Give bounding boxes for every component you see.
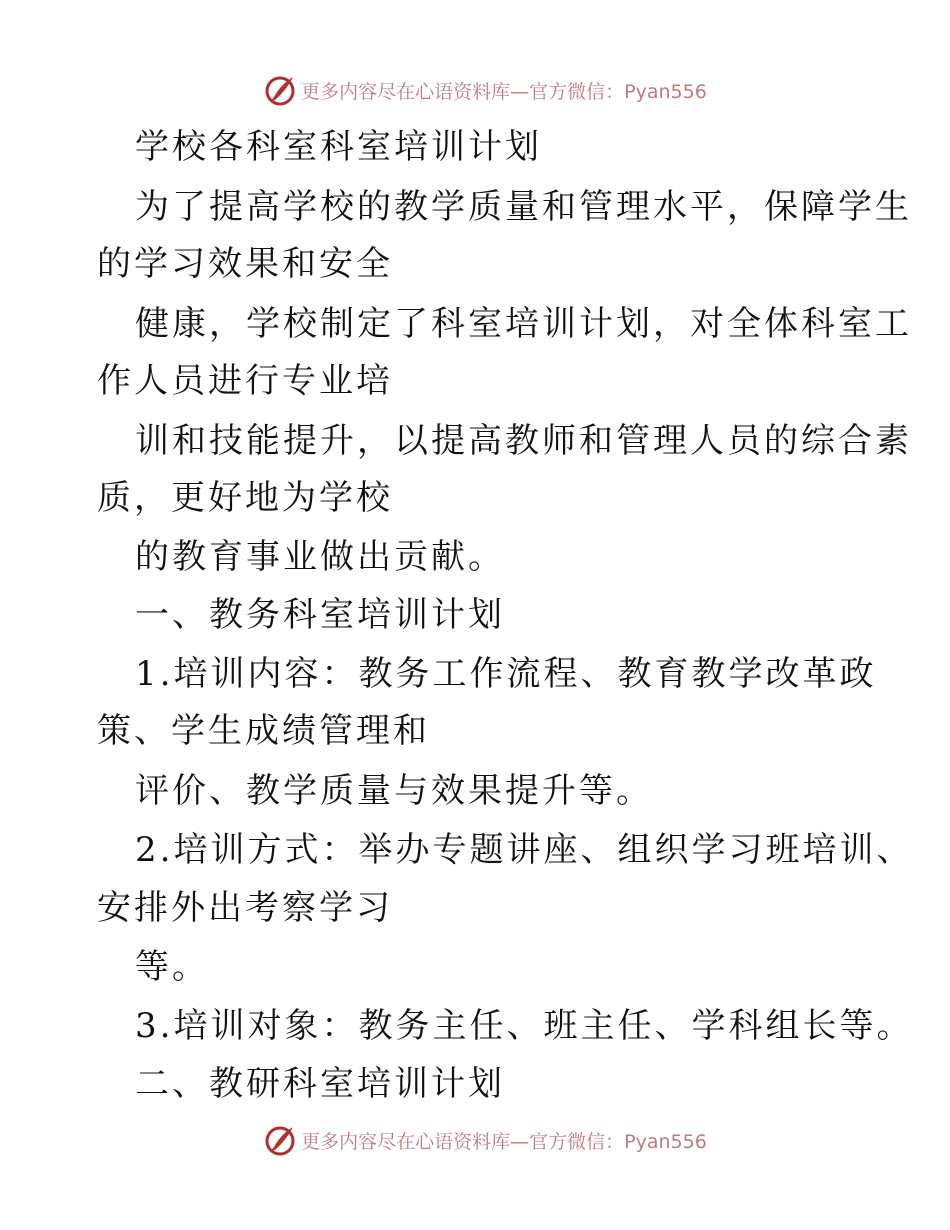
- paragraph-line: 1.培训内容：教务工作流程、教育教学改革政: [135, 654, 877, 694]
- paragraph-line: 健康，学校制定了科室培训计划，对全体科室工: [135, 304, 912, 344]
- paragraph-line: 质，更好地为学校: [97, 478, 393, 518]
- paragraph-line: 等。: [135, 947, 209, 987]
- feather-logo-icon: [263, 1123, 297, 1157]
- paragraph-line: 2.培训方式：举办专题讲座、组织学习班培训、: [135, 830, 914, 870]
- paragraph-line: 训和技能提升，以提高教师和管理人员的综合素: [135, 421, 912, 461]
- paragraph-line: 作人员进行专业培: [97, 361, 393, 401]
- header-banner: [0, 70, 950, 110]
- feather-logo-icon: [263, 73, 297, 107]
- banner-text: 更多内容尽在心语资料库—官方微信：Pyan556: [301, 1130, 707, 1153]
- section-heading: 二、教研科室培训计划: [135, 1064, 505, 1104]
- section-heading: 一、教务科室培训计划: [135, 595, 505, 635]
- paragraph-line: 的教育事业做出贡献。: [135, 537, 505, 577]
- paragraph-line: 安排外出考察学习: [97, 888, 393, 928]
- banner-text: 更多内容尽在心语资料库—官方微信：Pyan556: [301, 80, 707, 103]
- footer-banner: [0, 1120, 950, 1160]
- paragraph-line: 为了提高学校的教学质量和管理水平，保障学生: [135, 187, 912, 227]
- paragraph-line: 3.培训对象：教务主任、班主任、学科组长等。: [135, 1006, 914, 1046]
- paragraph-line: 策、学生成绩管理和: [97, 711, 430, 751]
- paragraph-line: 评价、教学质量与效果提升等。: [135, 771, 653, 811]
- document-title: 学校各科室科室培训计划: [135, 127, 542, 167]
- paragraph-line: 的学习效果和安全: [97, 244, 393, 284]
